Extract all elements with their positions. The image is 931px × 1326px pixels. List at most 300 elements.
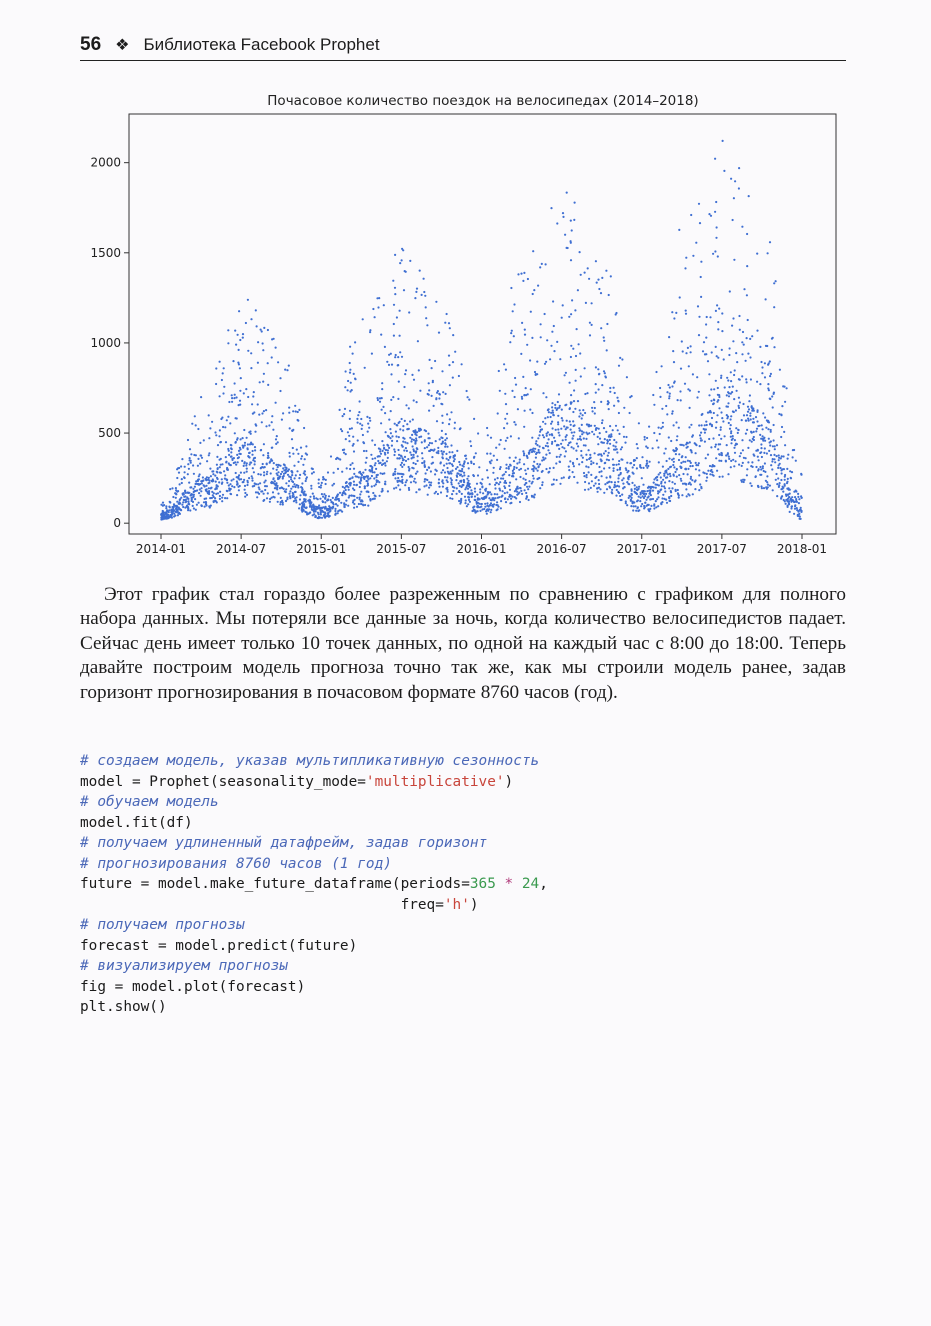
scatter-point [589, 454, 591, 456]
scatter-point [446, 413, 448, 415]
scatter-point [415, 450, 417, 452]
scatter-point [252, 467, 254, 469]
scatter-point [728, 386, 730, 388]
scatter-point [291, 480, 293, 482]
scatter-point [461, 475, 463, 477]
scatter-point [234, 330, 236, 332]
scatter-point [403, 449, 405, 451]
scatter-point [765, 427, 767, 429]
scatter-point [350, 382, 352, 384]
scatter-point [542, 421, 544, 423]
scatter-point [404, 456, 406, 458]
scatter-point [283, 469, 285, 471]
scatter-point [596, 487, 598, 489]
scatter-point [487, 493, 489, 495]
scatter-point [573, 465, 575, 467]
scatter-point [534, 494, 536, 496]
scatter-point [738, 315, 740, 317]
scatter-point [604, 483, 606, 485]
scatter-point [681, 494, 683, 496]
scatter-point [520, 353, 522, 355]
scatter-point [349, 468, 351, 470]
scatter-point [770, 373, 772, 375]
scatter-point [551, 402, 553, 404]
scatter-point [544, 313, 546, 315]
scatter-point [657, 496, 659, 498]
scatter-point [537, 285, 539, 287]
scatter-point [773, 346, 775, 348]
scatter-point [191, 497, 193, 499]
scatter-point [679, 296, 681, 298]
scatter-point [704, 472, 706, 474]
scatter-point [580, 454, 582, 456]
scatter-point [714, 250, 716, 252]
scatter-point [684, 383, 686, 385]
scatter-point [732, 340, 734, 342]
scatter-point [518, 492, 520, 494]
scatter-point [273, 483, 275, 485]
scatter-point [638, 488, 640, 490]
scatter-point [652, 498, 654, 500]
scatter-point [456, 487, 458, 489]
scatter-point [455, 468, 457, 470]
scatter-point [350, 464, 352, 466]
scatter-point [260, 474, 262, 476]
scatter-point [631, 501, 633, 503]
scatter-point [766, 419, 768, 421]
scatter-point [613, 387, 615, 389]
scatter-point [515, 384, 517, 386]
scatter-point [381, 440, 383, 442]
scatter-point [230, 455, 232, 457]
scatter-point [760, 443, 762, 445]
scatter-point [234, 442, 236, 444]
scatter-point [304, 470, 306, 472]
scatter-point [633, 464, 635, 466]
scatter-point [616, 485, 618, 487]
scatter-point [705, 457, 707, 459]
scatter-point [673, 466, 675, 468]
scatter-point [433, 405, 435, 407]
scatter-point [301, 509, 303, 511]
scatter-point [243, 392, 245, 394]
y-tick-label: 0 [113, 516, 121, 531]
scatter-point [666, 413, 668, 415]
scatter-point [215, 486, 217, 488]
scatter-point [713, 412, 715, 414]
scatter-point [627, 477, 629, 479]
scatter-point [285, 471, 287, 473]
scatter-point [318, 482, 320, 484]
scatter-point [799, 518, 801, 520]
scatter-point [230, 493, 232, 495]
scatter-point [546, 435, 548, 437]
scatter-point [789, 511, 791, 513]
scatter-point [551, 443, 553, 445]
code-listing [80, 751, 846, 1018]
scatter-point [185, 492, 187, 494]
code-comment: # создаем модель, указав мультипликативную сезонность [80, 753, 540, 769]
scatter-point [262, 463, 264, 465]
scatter-point [386, 460, 388, 462]
scatter-point [395, 435, 397, 437]
scatter-point [321, 511, 323, 513]
scatter-point [295, 410, 297, 412]
scatter-point [288, 365, 290, 367]
scatter-point [558, 434, 560, 436]
scatter-point [200, 487, 202, 489]
scatter-point [347, 431, 349, 433]
scatter-point [287, 474, 289, 476]
scatter-point [402, 473, 404, 475]
scatter-point [363, 450, 365, 452]
scatter-point [208, 454, 210, 456]
scatter-point [715, 457, 717, 459]
scatter-point [735, 427, 737, 429]
scatter-point [267, 457, 269, 459]
scatter-point [680, 480, 682, 482]
scatter-point [228, 489, 230, 491]
scatter-point [706, 424, 708, 426]
scatter-point [581, 461, 583, 463]
scatter-point [470, 445, 472, 447]
scatter-point [582, 414, 584, 416]
scatter-point [163, 514, 165, 516]
scatter-point [275, 483, 277, 485]
scatter-point [609, 487, 611, 489]
scatter-point [563, 476, 565, 478]
scatter-point [343, 452, 345, 454]
scatter-point [616, 489, 618, 491]
scatter-point [395, 431, 397, 433]
scatter-point [408, 466, 410, 468]
scatter-point [243, 465, 245, 467]
scatter-point [291, 474, 293, 476]
scatter-point [246, 494, 248, 496]
scatter-point [730, 430, 732, 432]
scatter-point [507, 498, 509, 500]
scatter-point [411, 438, 413, 440]
scatter-point [605, 270, 607, 272]
scatter-point [367, 478, 369, 480]
scatter-point [618, 460, 620, 462]
scatter-point [650, 486, 652, 488]
scatter-point [372, 492, 374, 494]
scatter-point [199, 442, 201, 444]
scatter-point [486, 453, 488, 455]
scatter-point [772, 489, 774, 491]
scatter-point [388, 364, 390, 366]
scatter-point [220, 441, 222, 443]
scatter-point [247, 443, 249, 445]
scatter-point [411, 434, 413, 436]
scatter-point [605, 376, 607, 378]
scatter-point [358, 503, 360, 505]
scatter-point [402, 459, 404, 461]
scatter-point [791, 505, 793, 507]
scatter-point [440, 491, 442, 493]
scatter-point [718, 434, 720, 436]
scatter-point [175, 497, 177, 499]
scatter-point [220, 458, 222, 460]
scatter-point [226, 419, 228, 421]
scatter-point [396, 316, 398, 318]
scatter-point [672, 473, 674, 475]
scatter-point [603, 452, 605, 454]
scatter-point [690, 450, 692, 452]
scatter-point [666, 391, 668, 393]
scatter-point [730, 460, 732, 462]
scatter-point [515, 457, 517, 459]
scatter-point [570, 345, 572, 347]
scatter-point [256, 496, 258, 498]
scatter-point [541, 484, 543, 486]
scatter-point [292, 492, 294, 494]
scatter-point [717, 387, 719, 389]
scatter-point [757, 456, 759, 458]
scatter-point [251, 403, 253, 405]
scatter-point [547, 409, 549, 411]
scatter-point [504, 492, 506, 494]
scatter-point [428, 389, 430, 391]
scatter-point [639, 500, 641, 502]
scatter-point [521, 396, 523, 398]
scatter-point [757, 409, 759, 411]
scatter-point [254, 463, 256, 465]
scatter-point [305, 478, 307, 480]
scatter-point [369, 331, 371, 333]
scatter-point [195, 454, 197, 456]
scatter-point [784, 500, 786, 502]
scatter-point [330, 499, 332, 501]
scatter-point [169, 488, 171, 490]
scatter-point [488, 497, 490, 499]
scatter-point [792, 456, 794, 458]
scatter-point [371, 439, 373, 441]
scatter-point [687, 460, 689, 462]
scatter-point [306, 506, 308, 508]
scatter-point [780, 479, 782, 481]
scatter-point [733, 398, 735, 400]
scatter-point [273, 338, 275, 340]
scatter-point [465, 458, 467, 460]
scatter-point [614, 392, 616, 394]
scatter-point [178, 512, 180, 514]
scatter-point [671, 311, 673, 313]
scatter-point [550, 416, 552, 418]
scatter-point [589, 334, 591, 336]
scatter-point [585, 444, 587, 446]
scatter-point [644, 436, 646, 438]
scatter-point [351, 462, 353, 464]
scatter-point [191, 423, 193, 425]
scatter-point [715, 421, 717, 423]
scatter-point [608, 434, 610, 436]
scatter-point [375, 468, 377, 470]
scatter-point [778, 459, 780, 461]
scatter-point [206, 479, 208, 481]
scatter-point [629, 412, 631, 414]
scatter-point [711, 417, 713, 419]
scatter-point [424, 295, 426, 297]
scatter-point [586, 474, 588, 476]
scatter-point [743, 481, 745, 483]
scatter-point [595, 429, 597, 431]
scatter-point [748, 420, 750, 422]
scatter-point [281, 471, 283, 473]
scatter-point [568, 477, 570, 479]
scatter-point [655, 371, 657, 373]
scatter-point [193, 473, 195, 475]
scatter-point [755, 416, 757, 418]
scatter-point [257, 473, 259, 475]
scatter-point [232, 360, 234, 362]
scatter-point [659, 387, 661, 389]
scatter-point [644, 495, 646, 497]
scatter-point [410, 481, 412, 483]
scatter-point [526, 457, 528, 459]
scatter-point [189, 509, 191, 511]
scatter-point [775, 280, 777, 282]
scatter-point [783, 468, 785, 470]
scatter-point [245, 388, 247, 390]
scatter-point [527, 278, 529, 280]
scatter-point [421, 452, 423, 454]
scatter-point [720, 377, 722, 379]
scatter-point [306, 454, 308, 456]
scatter-point [367, 431, 369, 433]
scatter-point [728, 422, 730, 424]
scatter-point [231, 459, 233, 461]
scatter-point [406, 479, 408, 481]
scatter-point [196, 504, 198, 506]
scatter-point [584, 272, 586, 274]
scatter-point [637, 506, 639, 508]
scatter-point [581, 417, 583, 419]
scatter-point [563, 447, 565, 449]
scatter-point [532, 448, 534, 450]
scatter-point [435, 301, 437, 303]
scatter-point [609, 387, 611, 389]
scatter-point [340, 502, 342, 504]
scatter-point [509, 489, 511, 491]
scatter-point [640, 505, 642, 507]
scatter-point [684, 267, 686, 269]
scatter-point [211, 421, 213, 423]
scatter-point [353, 373, 355, 375]
scatter-point [547, 449, 549, 451]
scatter-point [604, 372, 606, 374]
scatter-point [698, 391, 700, 393]
scatter-point [753, 453, 755, 455]
scatter-point [198, 492, 200, 494]
scatter-point [717, 394, 719, 396]
scatter-point [219, 395, 221, 397]
scatter-point [258, 493, 260, 495]
scatter-point [324, 508, 326, 510]
scatter-point [588, 424, 590, 426]
scatter-point [384, 481, 386, 483]
scatter-point [556, 222, 558, 224]
scatter-point [768, 450, 770, 452]
scatter-point [345, 485, 347, 487]
scatter-point [338, 509, 340, 511]
scatter-point [544, 363, 546, 365]
scatter-point [210, 475, 212, 477]
scatter-point [312, 468, 314, 470]
scatter-point [309, 501, 311, 503]
code-comment: # визуализируем прогнозы [80, 958, 288, 974]
scatter-point [705, 323, 707, 325]
scatter-point [599, 432, 601, 434]
scatter-point [467, 396, 469, 398]
scatter-point [384, 462, 386, 464]
scatter-point [216, 471, 218, 473]
scatter-point [409, 437, 411, 439]
scatter-point [221, 463, 223, 465]
scatter-point [562, 439, 564, 441]
scatter-point [326, 508, 328, 510]
scatter-point [510, 435, 512, 437]
scatter-point [773, 306, 775, 308]
scatter-point [300, 447, 302, 449]
scatter-point [393, 448, 395, 450]
scatter-point [362, 441, 364, 443]
scatter-point [797, 514, 799, 516]
scatter-point [357, 439, 359, 441]
scatter-point [414, 431, 416, 433]
scatter-point [629, 462, 631, 464]
scatter-point [727, 379, 729, 381]
scatter-point [468, 399, 470, 401]
x-tick-label: 2017-07 [696, 542, 747, 556]
scatter-point [410, 454, 412, 456]
scatter-point [217, 444, 219, 446]
scatter-point [533, 477, 535, 479]
scatter-point [535, 440, 537, 442]
scatter-point [402, 425, 404, 427]
scatter-point [346, 481, 348, 483]
scatter-point [393, 335, 395, 337]
scatter-point [700, 296, 702, 298]
scatter-point [425, 306, 427, 308]
scatter-point [396, 480, 398, 482]
scatter-point [263, 373, 265, 375]
scatter-point [418, 488, 420, 490]
scatter-point [674, 483, 676, 485]
scatter-point [431, 463, 433, 465]
scatter-point [215, 383, 217, 385]
scatter-point [539, 463, 541, 465]
scatter-point [476, 483, 478, 485]
scatter-point [753, 436, 755, 438]
scatter-point [741, 226, 743, 228]
scatter-point [160, 517, 162, 519]
scatter-point [701, 424, 703, 426]
scatter-point [749, 394, 751, 396]
scatter-point [699, 222, 701, 224]
scatter-point [467, 480, 469, 482]
scatter-point [369, 417, 371, 419]
scatter-point [285, 500, 287, 502]
scatter-point [332, 502, 334, 504]
scatter-point [516, 467, 518, 469]
scatter-point [660, 476, 662, 478]
scatter-point [680, 399, 682, 401]
scatter-point [569, 407, 571, 409]
scatter-point [642, 467, 644, 469]
scatter-point [684, 461, 686, 463]
